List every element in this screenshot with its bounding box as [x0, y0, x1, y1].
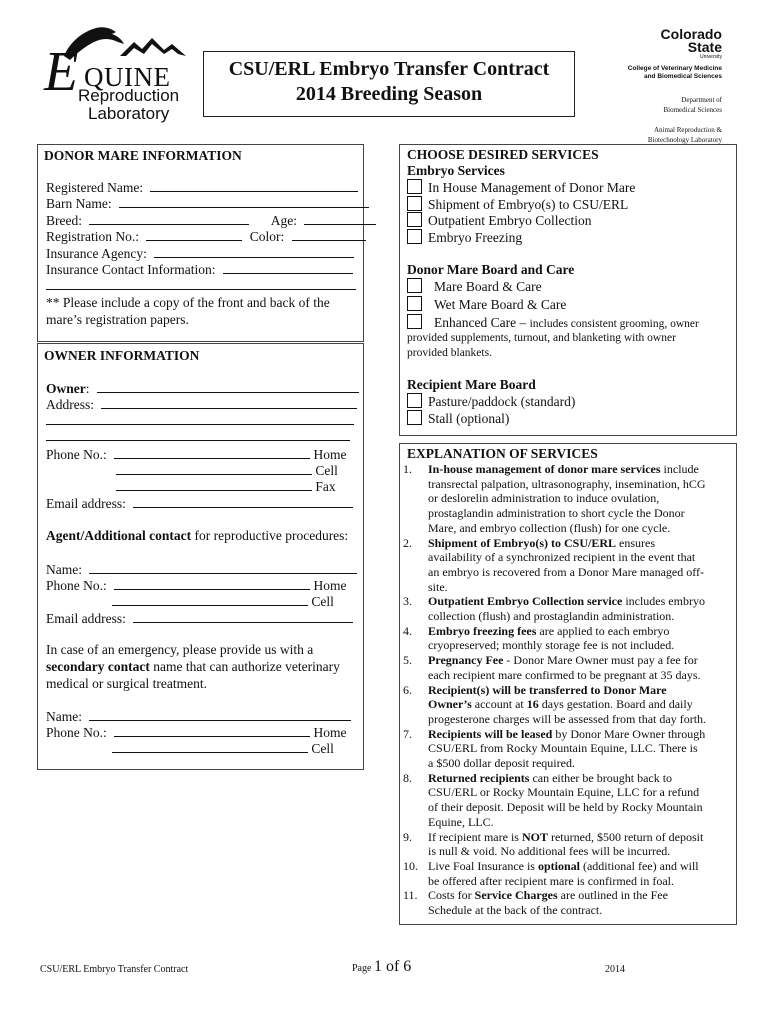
registration-no-field[interactable] [146, 228, 242, 241]
emergency-phone-label: Phone No.: [46, 725, 107, 740]
breeding-season: 2014 Breeding Season [295, 83, 483, 105]
agent-email-label: Email address: [46, 611, 126, 626]
address-field-3[interactable] [46, 428, 350, 441]
emergency-name-field[interactable] [89, 708, 351, 721]
address-line3 [46, 428, 350, 446]
explanation-item [400, 594, 734, 623]
explanation-item-line: CSU/ERL from Rocky Mountain Equine, LLC. There is [428, 741, 698, 756]
explanation-item-number: 7. [403, 726, 412, 741]
insurance-contact-field[interactable] [223, 261, 353, 274]
explanation-item-number: 3. [403, 594, 412, 609]
insurance-agency-label: Insurance Agency: [46, 246, 147, 261]
emergency-home-label: Home [313, 725, 347, 740]
explanation-item-line: be offered after recipient mare is confirmed in foal. [428, 873, 674, 888]
color-label: Color: [249, 229, 285, 244]
agent-heading-bold: Agent/Additional contact [46, 528, 192, 543]
services-section [399, 144, 737, 436]
insurance-agency-field[interactable] [154, 245, 354, 258]
donor-note-line2: mare’s registration papers. [46, 312, 189, 327]
agent-phone-home-row [46, 577, 347, 595]
agent-phone-label: Phone No.: [46, 578, 107, 593]
explanation-item-line: CSU/ERL or Rocky Mountain Equine, LLC for a refund [428, 785, 700, 800]
board-option-enhanced[interactable] [407, 314, 699, 333]
explanation-item-line: or deslorelin administration to induce ovulation, [428, 491, 660, 506]
contract-title: CSU/ERL Embryo Transfer Contract [228, 58, 550, 80]
agent-email-field[interactable] [133, 610, 353, 623]
explanation-item-line: progesterone charges will be assessed from that day forth. [428, 711, 707, 726]
enhanced-desc-1: includes consistent grooming, owner [529, 318, 699, 330]
registration-no-label: Registration No.: [46, 229, 139, 244]
mare-board-label: Mare Board & Care [434, 279, 542, 294]
explanation-item-line: Outpatient Embryo Collection service includes embryo [428, 594, 705, 609]
owner-home-label: Home [313, 447, 347, 462]
explanation-item [400, 536, 734, 595]
service-option-in-house[interactable] [407, 179, 635, 197]
agent-phone-home-field[interactable] [114, 577, 310, 590]
insurance-contact-label: Insurance Contact Information: [46, 262, 216, 277]
insurance-agency-row [46, 245, 354, 263]
owner-email-row [46, 495, 353, 513]
enhanced-care-label: Enhanced Care [434, 315, 517, 330]
agent-home-label: Home [313, 578, 347, 593]
barn-name-field[interactable] [119, 195, 369, 208]
emergency-line3: medical or surgical treatment. [46, 676, 207, 691]
college-line2: and Biomedical Sciences [643, 73, 722, 80]
owner-field[interactable] [97, 380, 359, 393]
footer-page-word: Page [352, 963, 374, 974]
horse-mountain-icon [60, 22, 190, 62]
equine-logo [40, 22, 200, 127]
lab-line2: Biotechnology Laboratory [647, 136, 722, 144]
owner-fax-row [116, 478, 336, 496]
contract-title-box [203, 51, 575, 117]
explanation-item [400, 462, 734, 536]
embryo-services-heading: Embryo Services [407, 163, 505, 178]
dept-line2: Biomedical Sciences [663, 106, 722, 114]
footer-page [352, 958, 411, 976]
emergency-phone-cell-field[interactable] [112, 740, 308, 753]
donor-section-title: DONOR MARE INFORMATION [44, 148, 242, 163]
owner-section-title: OWNER INFORMATION [44, 348, 200, 363]
csu-logo [542, 28, 722, 145]
owner-fax-label: Fax [315, 479, 336, 494]
explanation-item-line: In-house management of donor mare services include [428, 462, 699, 476]
recipient-option-stall[interactable] [407, 410, 509, 428]
in-house-label: In House Management of Donor Mare [428, 180, 636, 195]
insurance-contact-line2 [46, 277, 356, 295]
breed-label: Breed: [46, 213, 82, 228]
explanation-item-line: Live Foal Insurance is optional (additional fee) and will [428, 858, 699, 873]
explanation-item-line: Recipient(s) will be transferred to Donor Mare [428, 682, 667, 697]
donor-mare-section [37, 144, 364, 342]
checkbox-freezing[interactable] [407, 229, 422, 244]
csu-name-line1: Colorado [660, 26, 722, 42]
csu-department [542, 95, 722, 115]
emergency-name-label: Name: [46, 709, 82, 724]
explanation-section [399, 443, 737, 925]
csu-college [542, 65, 722, 81]
explanation-item-number: 5. [403, 653, 412, 668]
enhanced-desc-3: provided blankets. [407, 347, 492, 359]
explanation-title: EXPLANATION OF SERVICES [407, 446, 598, 461]
explanation-item-number: 8. [403, 770, 412, 785]
address-field[interactable] [101, 396, 357, 409]
explanation-list [400, 462, 734, 918]
footer-contract-name: CSU/ERL Embryo Transfer Contract [40, 964, 189, 975]
logo-e-letter: E [44, 41, 79, 103]
owner-fax-field[interactable] [116, 478, 312, 491]
board-option-mare[interactable] [407, 278, 542, 296]
explanation-item-line: Owner’s account at 16 days gestation. Board and daily [428, 697, 693, 712]
shipment-label: Shipment of Embryo(s) to CSU/ERL [428, 197, 629, 212]
explanation-item [400, 683, 734, 727]
owner-section [37, 343, 364, 770]
color-field[interactable] [292, 228, 366, 241]
footer-page-number: 1 of 6 [373, 958, 412, 975]
emergency-name-row [46, 708, 351, 726]
explanation-item-line: collection (flush) and prostaglandin administration. [428, 609, 675, 624]
explanation-item-line: transrectal palpation, ultrasonography, insemination, hCG [428, 476, 706, 491]
owner-email-field[interactable] [133, 495, 353, 508]
agent-name-field[interactable] [89, 561, 357, 574]
explanation-item-line: a $500 dollar deposit required. [428, 756, 575, 771]
explanation-item-line: Equine, LLC. [428, 814, 494, 829]
footer-year: 2014 [605, 964, 625, 975]
breed-age-row [46, 212, 376, 230]
explanation-item-line: Shipment of Embryo(s) to CSU/ERL ensures [428, 535, 656, 550]
agent-heading-rest: for reproductive procedures: [191, 528, 349, 543]
emergency-line1: In case of an emergency, please provide us with a [46, 642, 314, 657]
explanation-item-line: If recipient mare is NOT returned, $500 return of deposit [428, 829, 704, 844]
service-option-shipment[interactable] [407, 196, 628, 214]
explanation-item-line: prostaglandin administration to short cycle the Donor [428, 506, 685, 521]
explanation-item-line: an embryo is recovered from a Donor Mare managed off- [428, 564, 704, 579]
checkbox-enhanced-care[interactable] [407, 314, 422, 329]
owner-colon: : [85, 381, 90, 396]
checkbox-in-house[interactable] [407, 179, 422, 194]
emergency-bold: secondary contact [46, 659, 150, 674]
age-label: Age: [270, 213, 297, 228]
emergency-phone-home-field[interactable] [114, 724, 310, 737]
owner-phone-cell-row [116, 462, 338, 480]
explanation-item-line: Embryo freezing fees are applied to each embryo [428, 623, 670, 638]
registered-name-label: Registered Name: [46, 180, 144, 195]
agent-email-row [46, 610, 353, 628]
explanation-item-line: each recipient mare confirmed to be pregnant at 35 days. [428, 667, 701, 682]
donor-note-line1: ** Please include a copy of the front and back of the [46, 295, 330, 310]
enhanced-dash: – [516, 315, 530, 330]
csu-name-line3: University [700, 54, 722, 60]
owner-label: Owner [46, 381, 86, 396]
breed-field[interactable] [89, 212, 249, 225]
explanation-item-line: cryopreserved; monthly storage fee is not included. [428, 638, 675, 653]
logo-quine: QUINE [84, 62, 171, 92]
explanation-item-number: 1. [403, 462, 412, 476]
recipient-board-heading: Recipient Mare Board [407, 377, 536, 392]
owner-phone-label: Phone No.: [46, 447, 107, 462]
logo-line3: Laboratory [88, 104, 170, 123]
checkbox-outpatient[interactable] [407, 212, 422, 227]
explanation-item [400, 888, 734, 917]
owner-phone-cell-field[interactable] [116, 462, 312, 475]
agent-phone-cell-field[interactable] [112, 593, 308, 606]
address-label: Address: [46, 397, 94, 412]
outpatient-label: Outpatient Embryo Collection [428, 213, 592, 228]
age-field[interactable] [304, 212, 376, 225]
agent-heading [46, 528, 348, 545]
explanation-item-line: availability of a synchronized recipient in the event that [428, 550, 696, 565]
registration-color-row [46, 228, 366, 246]
explanation-item-line: Pregnancy Fee - Donor Mare Owner must pay a fee for [428, 653, 698, 668]
registered-name-field[interactable] [150, 179, 358, 192]
emergency-phone-home-row [46, 724, 347, 742]
checkbox-shipment[interactable] [407, 196, 422, 211]
insurance-contact-row [46, 261, 353, 279]
owner-phone-home-row [46, 446, 347, 464]
board-option-wet-mare[interactable] [407, 296, 566, 314]
explanation-item-line: Returned recipients can either be brought back to [428, 770, 673, 785]
recipient-option-pasture[interactable] [407, 393, 575, 411]
stall-label: Stall (optional) [428, 411, 510, 426]
insurance-contact-field-2[interactable] [46, 277, 356, 290]
services-title: CHOOSE DESIRED SERVICES [407, 147, 599, 162]
address-field-2[interactable] [46, 412, 354, 425]
owner-row [46, 380, 359, 398]
emergency-line2-rest: name that can authorize veterinary [149, 659, 340, 674]
registered-name-row [46, 179, 358, 197]
owner-phone-home-field[interactable] [114, 446, 310, 459]
explanation-item-line: Schedule at the back of the contract. [428, 903, 603, 918]
explanation-item-number: 10. [403, 858, 418, 873]
agent-name-label: Name: [46, 562, 82, 577]
explanation-item-number: 11. [403, 888, 418, 903]
board-care-heading: Donor Mare Board and Care [407, 262, 575, 277]
explanation-item [400, 859, 734, 888]
explanation-item-line: Costs for Service Charges are outlined in the Fee [428, 888, 668, 903]
dept-line1: Department of [681, 96, 722, 104]
explanation-item [400, 624, 734, 653]
wet-mare-board-label: Wet Mare Board & Care [434, 297, 567, 312]
agent-phone-cell-row [112, 593, 334, 611]
csu-name-line2: State [687, 39, 722, 55]
freezing-label: Embryo Freezing [428, 230, 523, 245]
emergency-line2 [46, 659, 340, 676]
service-option-outpatient[interactable] [407, 212, 591, 230]
barn-name-row [46, 195, 369, 213]
explanation-item [400, 771, 734, 830]
explanation-item [400, 727, 734, 771]
checkbox-wet-mare-board[interactable] [407, 296, 422, 311]
enhanced-desc-2: provided supplements, turnout, and blanketing with owner [407, 332, 676, 344]
explanation-item-line: Recipients will be leased by Donor Mare Owner through [428, 726, 706, 741]
pasture-label: Pasture/paddock (standard) [428, 394, 576, 409]
explanation-item-number: 2. [403, 535, 412, 550]
logo-line2: Reproduction [78, 86, 180, 105]
explanation-item-number: 6. [403, 682, 412, 697]
emergency-phone-cell-row [112, 740, 334, 758]
checkbox-stall[interactable] [407, 410, 422, 425]
owner-email-label: Email address: [46, 496, 126, 511]
explanation-item-line: is null & void. No additional fees will be incurred. [428, 844, 671, 859]
explanation-item [400, 830, 734, 859]
explanation-item-line: Mare, and embryo collection (flush) for one cycle. [428, 520, 671, 535]
explanation-item-number: 9. [403, 829, 412, 844]
lab-line1: Animal Reproduction & [653, 126, 722, 134]
agent-cell-label: Cell [311, 594, 334, 609]
service-option-freezing[interactable] [407, 229, 522, 247]
explanation-item [400, 653, 734, 682]
emergency-cell-label: Cell [311, 741, 334, 756]
csu-lab [542, 125, 722, 145]
explanation-item-number: 4. [403, 623, 412, 638]
address-row [46, 396, 357, 414]
barn-name-label: Barn Name: [46, 196, 112, 211]
explanation-item-line: site. [428, 579, 448, 594]
college-line1: College of Veterinary Medicine [627, 65, 722, 72]
checkbox-mare-board[interactable] [407, 278, 422, 293]
owner-cell-label: Cell [315, 463, 338, 478]
explanation-item-line: of their deposit. Deposit will be held by Rocky Mountain [428, 800, 703, 815]
checkbox-pasture[interactable] [407, 393, 422, 408]
agent-name-row [46, 561, 357, 579]
